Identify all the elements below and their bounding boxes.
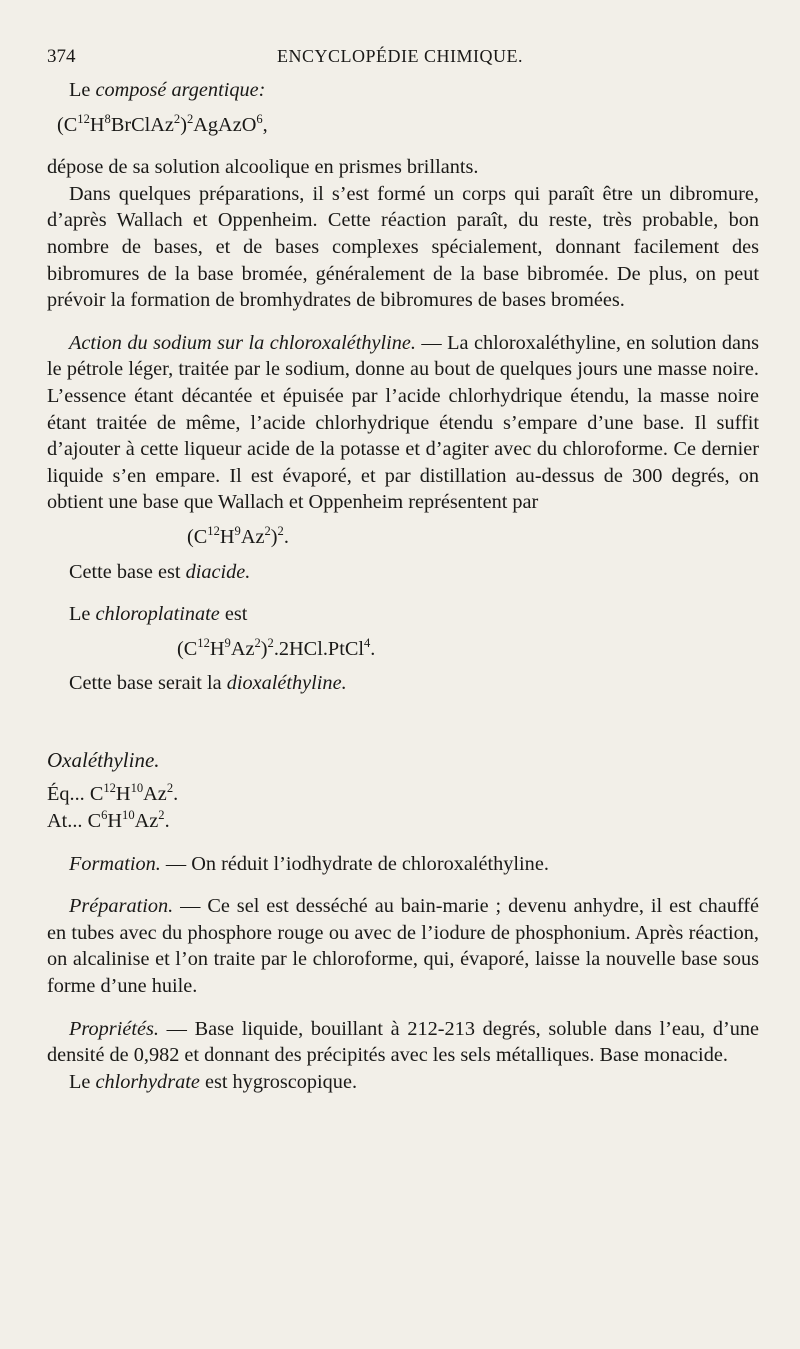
formula-part: . [370,637,376,660]
section-title-oxalethyline: Oxaléthyline. [47,747,160,772]
formula-part: Az [134,810,159,833]
paragraph-dibromure: Dans quelques préparations, il s’est formé un corps qui paraît être un dibromure, d’après Wallach et Oppenheim. Cette réaction paraît, du reste, très probable, bon nombre de bases, et de bases complexes spécialement, donnant facilement des bibromures de la base bromée, généralement de la base bibromée. De plus, on peut prévoir la formation de bromhydrates de bibromures de bases bromées. [47,182,759,312]
formula-sup: 2 [277,524,284,539]
formula-sup: 2 [166,781,174,796]
formula-sup: 12 [77,111,90,126]
formula-sup: 6 [101,808,108,823]
formula-part: Az [143,783,167,806]
page-number: 374 [47,46,76,67]
formula-part: H [115,783,131,806]
chloroplatinate-formula [47,636,759,663]
argentique-intro-term: composé argentique: [95,79,266,101]
formula-part: H [209,637,225,660]
formula-part: (C [187,525,208,548]
section-text-preparation: — Ce sel est desséché au bain-marie ; devenu anhydre, il est chauffé en tubes avec du phosphore rouge ou avec de l’iodure de phosphonium. Après réaction, on alcalinise et l’on traite par le chloroforme, qui, évaporé, laisse la nouvelle base sous forme d’une huile. [47,895,759,998]
section-heading-sodium: Action du sodium sur la chloroxaléthyline. [69,331,416,354]
formula-part: . [164,810,170,833]
formula-part: Az [230,637,255,660]
paragraph-depose: dépose de sa solution alcoolique en prismes brillants. [47,156,479,179]
formula-eq [47,781,759,808]
formula-sup: 4 [364,635,371,650]
section-text-sodium: — La chloroxaléthyline, en solution dans le pétrole léger, traitée par le sodium, donne au bout de quelques jours une masse noire. L’essence étant décantée et épuisée par l’acide chlorhydrique étendu, la masse noire étant traitée de même, l’acide chlorhydrique étendu s’empare d’une base. Il suffit d’ajouter à cette liqueur acide de la potasse et d’agiter avec du chloroforme. Ce dernier liquide s’en empare. Il est évaporé, et par distillation au-dessus de 300 degrés, on obtient une base que Wallach et Oppenheim représentent par [47,331,759,514]
formula-part: H [89,113,105,136]
section-proprietes [47,1016,759,1069]
section-preparation [47,893,759,999]
chloroplatinate-suffix: est [219,603,248,626]
formula-sup: 2 [267,635,274,650]
formula-part: (C [57,113,78,136]
formula-part: BrClAz [110,113,174,136]
formula-sup: 12 [197,635,210,650]
section-heading-preparation: Préparation. [69,895,174,918]
formula-sup: 12 [207,524,220,539]
formula-part: Az [240,525,265,548]
section-text-formation: — On réduit l’iodhydrate de chloroxaléthyline. [160,852,549,875]
chlorhydrate-suffix: est hygroscopique. [199,1070,358,1093]
formula-part: ) [270,525,278,548]
formula-sup: 10 [130,781,144,796]
formula-sup: 2 [173,111,181,126]
formula-part: C [87,810,102,833]
formula-part: C [89,783,104,806]
eq-label: Éq... [47,783,90,806]
formula-part: . [283,525,289,548]
base-formula [47,524,759,551]
section-sodium [47,330,759,516]
section-text-proprietes: — Base liquide, bouillant à 212-213 degrés, soluble dans l’eau, d’une densité de 0,982 et donnant des précipités avec les sels métalliques. Base monacide. [47,1017,759,1067]
argentique-intro-prefix: Le [69,79,96,101]
formula-sup: 2 [158,808,165,823]
formula-sup: 2 [186,111,194,126]
formula-part: H [107,810,123,833]
chlorhydrate-line [47,1069,759,1096]
at-label: At... [47,810,88,833]
formula-sup: 9 [224,635,231,650]
diacide-line [47,559,759,586]
argentique-formula [47,112,759,139]
formula-part: , [262,113,268,136]
formula-part: (C [177,637,198,660]
page-body [47,77,759,1095]
dioxalethyline-term: dioxaléthyline. [226,672,347,695]
formula-sup: 8 [104,111,111,126]
argentique-intro [47,77,759,104]
section-heading-proprietes: Propriétés. [69,1017,159,1040]
chloroplatinate-prefix: Le [69,603,96,626]
formula-part: H [219,525,235,548]
formula-part: ) [260,637,268,660]
dioxalethyline-line [47,670,759,697]
formula-at [47,808,759,835]
dioxalethyline-prefix: Cette base serait la [69,672,227,695]
formula-sup: 2 [264,524,271,539]
chlorhydrate-prefix: Le [69,1070,96,1093]
formula-sup: 6 [256,111,263,126]
chloroplatinate-term: chloroplatinate [95,603,220,626]
formula-sup: 12 [103,781,116,796]
formula-sup: 9 [234,524,241,539]
diacide-prefix: Cette base est [69,560,186,583]
formula-part: ) [180,113,187,136]
formula-part: . [173,783,179,806]
formula-sup: 2 [254,635,261,650]
diacide-term: diacide. [185,560,251,583]
section-heading-formation: Formation. [69,852,161,875]
chlorhydrate-term: chlorhydrate [95,1070,200,1093]
section-formation [47,851,759,878]
formula-sup: 10 [122,808,135,823]
running-title: ENCYCLOPÉDIE CHIMIQUE. [277,46,523,66]
formula-part: AgAzO [193,113,257,136]
page-header [0,46,800,72]
chloroplatinate-line [47,601,759,628]
formula-part: .2HCl.PtCl [273,637,364,660]
